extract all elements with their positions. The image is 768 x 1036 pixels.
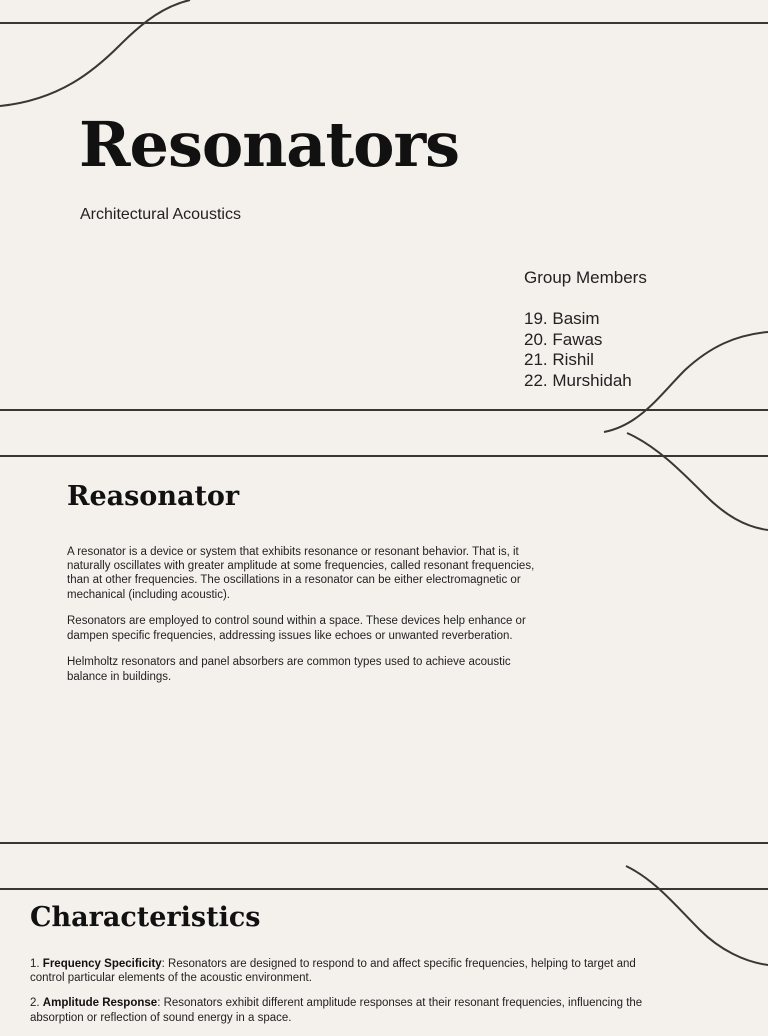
member-item: 22. Murshidah — [524, 370, 632, 390]
item-number: 2. — [30, 997, 43, 1010]
characteristic-item — [30, 996, 670, 1024]
item-term: Frequency Specificity — [42, 958, 162, 970]
reasonator-body — [67, 545, 542, 696]
characteristic-item — [30, 957, 670, 985]
paragraph: Helmholtz resonators and panel absorbers are common types used to achieve acoustic balance in buildings. — [67, 656, 511, 683]
paragraph: Resonators are employed to control sound within a space. These devices help enhance or dampen specific frequencies, addressing issues like echoes or unwanted reverberation. — [67, 615, 526, 642]
subtitle: Architectural Acoustics — [80, 206, 241, 223]
group-members — [524, 268, 647, 391]
item-text: : Resonators exhibit different amplitude responses at their resonant frequencies, influencing the absorption or reflection of sound energy in a space. — [30, 997, 643, 1024]
member-item: 19. Basim — [524, 309, 600, 328]
item-number: 1. — [30, 958, 43, 970]
group-members-label: Group Members — [524, 268, 647, 287]
member-item: 20. Fawas — [524, 329, 603, 349]
item-term: Amplitude Response — [42, 997, 158, 1010]
member-list — [524, 309, 647, 391]
member-item: 21. Rishil — [524, 350, 594, 369]
divider-line — [0, 409, 768, 411]
section-heading-characteristics: Characteristics — [30, 902, 261, 933]
divider-line — [0, 455, 768, 457]
section-heading-reasonator: Reasonator — [67, 481, 240, 512]
page-title: Resonators — [79, 108, 460, 181]
item-text: : Resonators are designed to respond to and affect specific frequencies, helping to target and control particular elements of the acoustic environment. — [30, 958, 636, 985]
divider-line — [0, 888, 768, 890]
paragraph: A resonator is a device or system that exhibits resonance or resonant behavior. That is, it naturally oscillates with greater amplitude at some frequencies, called resonant frequencies, than at other frequencies. The oscillations in a resonator can be either electromagnetic or mechanical (including acoustic). — [67, 546, 535, 601]
divider-line — [0, 842, 768, 844]
divider-line — [0, 22, 768, 24]
